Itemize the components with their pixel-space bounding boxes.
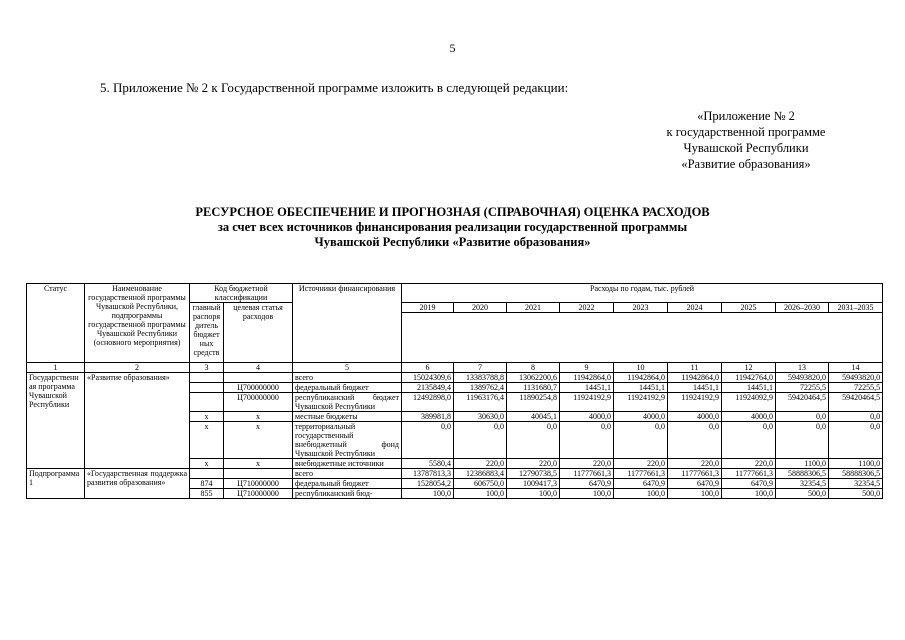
source-cell: федеральный бюджет — [293, 383, 402, 393]
grbs-cell — [190, 393, 224, 412]
program-status: Государственная программа Чувашской Республики — [27, 373, 85, 469]
header-name: Наименование государственной программы Чувашской Республики, подпрограммы государственной программы Чувашской Республики (основного мероприятия) — [85, 284, 190, 363]
value-cell: 6470,9 — [722, 479, 776, 489]
grbs-cell: х — [190, 412, 224, 422]
value-cell: 389981,8 — [402, 412, 454, 422]
value-cell: 11924192,9 — [560, 393, 614, 412]
source-cell: республиканский бюд- — [293, 489, 402, 499]
value-cell: 4000,0 — [560, 412, 614, 422]
value-cell: 11942864,0 — [668, 373, 722, 383]
value-cell: 12492898,0 — [402, 393, 454, 412]
title-line-1: РЕСУРСНОЕ ОБЕСПЕЧЕНИЕ И ПРОГНОЗНАЯ (СПРАВОЧНАЯ) ОЦЕНКА РАСХОДОВ — [195, 205, 710, 219]
header-sources: Источники финансирования — [293, 284, 402, 363]
subprogram-name: «Государственная поддержка развития образования» — [85, 469, 190, 499]
grbs-cell — [190, 383, 224, 393]
subprogram-status: Подпрограмма 1 — [27, 469, 85, 499]
value-cell: 100,0 — [668, 489, 722, 499]
header-year: 2025 — [722, 303, 776, 313]
value-cell: 59493820,0 — [776, 373, 829, 383]
column-number: 4 — [224, 363, 293, 373]
header-year: 2026–2030 — [776, 303, 829, 313]
value-cell: 11777661,3 — [668, 469, 722, 479]
column-number: 3 — [190, 363, 224, 373]
header-year: 2031–2035 — [829, 303, 883, 313]
column-number: 11 — [668, 363, 722, 373]
value-cell: 59493820,0 — [829, 373, 883, 383]
program-name: «Развитие образования» — [85, 373, 190, 469]
column-number: 14 — [829, 363, 883, 373]
value-cell: 1389762,4 — [454, 383, 507, 393]
grbs-cell: х — [190, 422, 224, 459]
intro-paragraph: 5. Приложение № 2 к Государственной программе изложить в следующей редакции: — [100, 80, 569, 95]
source-cell: всего — [293, 373, 402, 383]
value-cell: 220,0 — [722, 459, 776, 469]
value-cell: 11942764,0 — [722, 373, 776, 383]
value-cell: 15024309,6 — [402, 373, 454, 383]
value-cell: 0,0 — [776, 422, 829, 459]
value-cell: 11924192,9 — [614, 393, 668, 412]
value-cell: 100,0 — [722, 489, 776, 499]
column-number: 2 — [85, 363, 190, 373]
value-cell: 0,0 — [614, 422, 668, 459]
value-cell: 100,0 — [507, 489, 560, 499]
value-cell: 0,0 — [776, 412, 829, 422]
value-cell: 12790738,5 — [507, 469, 560, 479]
header-status: Статус — [27, 284, 85, 363]
grbs-cell — [190, 469, 224, 479]
column-number: 1 — [27, 363, 85, 373]
column-number: 6 — [402, 363, 454, 373]
header-year: 2024 — [668, 303, 722, 313]
source-cell: федеральный бюджет — [293, 479, 402, 489]
source-cell: внебюджетные источники — [293, 459, 402, 469]
column-number: 13 — [776, 363, 829, 373]
header-year: 2020 — [454, 303, 507, 313]
header-expenses: Расходы по годам, тыс. рублей — [402, 284, 883, 303]
value-cell: 100,0 — [454, 489, 507, 499]
document-title — [0, 205, 905, 250]
value-cell: 5580,4 — [402, 459, 454, 469]
value-cell: 13062200,6 — [507, 373, 560, 383]
header-main-manager: главный распорядитель бюджетных средств — [190, 303, 224, 363]
value-cell: 100,0 — [402, 489, 454, 499]
column-number-row — [27, 363, 883, 373]
value-cell: 40045,1 — [507, 412, 560, 422]
value-cell: 11890254,8 — [507, 393, 560, 412]
csr-cell: х — [224, 459, 293, 469]
value-cell: 220,0 — [454, 459, 507, 469]
column-number: 10 — [614, 363, 668, 373]
grbs-cell — [190, 373, 224, 383]
grbs-cell: 874 — [190, 479, 224, 489]
header-year: 2019 — [402, 303, 454, 313]
value-cell: 12386883,4 — [454, 469, 507, 479]
header-year: 2022 — [560, 303, 614, 313]
value-cell: 0,0 — [829, 422, 883, 459]
csr-cell: Ц700000000 — [224, 393, 293, 412]
source-cell: республиканский бюджет Чувашской Республики — [293, 393, 402, 412]
source-cell: территориальный государственный внебюджетный фонд Чувашской Республики — [293, 422, 402, 459]
value-cell: 6470,9 — [614, 479, 668, 489]
value-cell: 0,0 — [829, 412, 883, 422]
value-cell: 500,0 — [776, 489, 829, 499]
csr-cell: х — [224, 412, 293, 422]
value-cell: 11942864,0 — [560, 373, 614, 383]
value-cell: 11963176,4 — [454, 393, 507, 412]
column-number: 12 — [722, 363, 776, 373]
value-cell: 13787813,3 — [402, 469, 454, 479]
value-cell: 14451,1 — [614, 383, 668, 393]
value-cell: 0,0 — [560, 422, 614, 459]
value-cell: 72255,5 — [829, 383, 883, 393]
source-cell: местные бюджеты — [293, 412, 402, 422]
csr-cell — [224, 469, 293, 479]
header-budget-code: Код бюджетной классификации — [190, 284, 293, 303]
value-cell: 13383788,8 — [454, 373, 507, 383]
value-cell: 11924192,9 — [668, 393, 722, 412]
title-line-3: Чувашской Республики «Развитие образования» — [314, 235, 591, 249]
value-cell: 220,0 — [560, 459, 614, 469]
value-cell: 1100,0 — [776, 459, 829, 469]
value-cell: 30630,0 — [454, 412, 507, 422]
annex-line-1: «Приложение № 2 — [697, 109, 795, 123]
value-cell: 220,0 — [614, 459, 668, 469]
value-cell: 0,0 — [668, 422, 722, 459]
value-cell: 4000,0 — [668, 412, 722, 422]
header-spacer — [402, 313, 883, 363]
annex-line-4: «Развитие образования» — [681, 157, 811, 171]
value-cell: 14451,1 — [722, 383, 776, 393]
value-cell: 59420464,5 — [829, 393, 883, 412]
value-cell: 220,0 — [507, 459, 560, 469]
value-cell: 11942864,0 — [614, 373, 668, 383]
column-number: 7 — [454, 363, 507, 373]
header-row-1 — [27, 284, 883, 303]
value-cell: 6470,9 — [668, 479, 722, 489]
annex-line-3: Чувашской Республики — [683, 141, 809, 155]
value-cell: 2135849,4 — [402, 383, 454, 393]
value-cell: 0,0 — [454, 422, 507, 459]
value-cell: 1100,0 — [829, 459, 883, 469]
value-cell: 0,0 — [722, 422, 776, 459]
value-cell: 11777661,3 — [560, 469, 614, 479]
value-cell: 606750,0 — [454, 479, 507, 489]
csr-cell: х — [224, 422, 293, 459]
value-cell: 1131680,7 — [507, 383, 560, 393]
csr-cell — [224, 373, 293, 383]
csr-cell: Ц710000000 — [224, 489, 293, 499]
value-cell: 500,0 — [829, 489, 883, 499]
header-year: 2021 — [507, 303, 560, 313]
value-cell: 11777661,3 — [722, 469, 776, 479]
csr-cell: Ц710000000 — [224, 479, 293, 489]
source-cell: всего — [293, 469, 402, 479]
value-cell: 59420464,5 — [776, 393, 829, 412]
table-row — [27, 373, 883, 383]
value-cell: 32354,5 — [776, 479, 829, 489]
csr-cell: Ц700000000 — [224, 383, 293, 393]
value-cell: 220,0 — [668, 459, 722, 469]
value-cell: 0,0 — [402, 422, 454, 459]
page-number: 5 — [449, 41, 456, 55]
column-number: 8 — [507, 363, 560, 373]
value-cell: 14451,1 — [668, 383, 722, 393]
annex-line-2: к государственной программе — [666, 125, 826, 139]
value-cell: 1009417,3 — [507, 479, 560, 489]
table-row — [27, 469, 883, 479]
value-cell: 58888306,5 — [829, 469, 883, 479]
expenses-table — [26, 283, 883, 499]
header-year: 2023 — [614, 303, 668, 313]
value-cell: 1528054,2 — [402, 479, 454, 489]
value-cell: 32354,5 — [829, 479, 883, 489]
value-cell: 11777661,3 — [614, 469, 668, 479]
value-cell: 6470,9 — [560, 479, 614, 489]
column-number: 5 — [293, 363, 402, 373]
title-line-2: за счет всех источников финансирования реализации государственной программы — [217, 220, 688, 234]
value-cell: 100,0 — [560, 489, 614, 499]
value-cell: 14451,1 — [560, 383, 614, 393]
column-number: 9 — [560, 363, 614, 373]
annex-heading — [600, 108, 892, 172]
value-cell: 4000,0 — [722, 412, 776, 422]
header-target-item: целевая статья расходов — [224, 303, 293, 363]
value-cell: 0,0 — [507, 422, 560, 459]
grbs-cell: х — [190, 459, 224, 469]
value-cell: 4000,0 — [614, 412, 668, 422]
grbs-cell: 855 — [190, 489, 224, 499]
value-cell: 72255,5 — [776, 383, 829, 393]
value-cell: 58888306,5 — [776, 469, 829, 479]
value-cell: 11924092,9 — [722, 393, 776, 412]
value-cell: 100,0 — [614, 489, 668, 499]
